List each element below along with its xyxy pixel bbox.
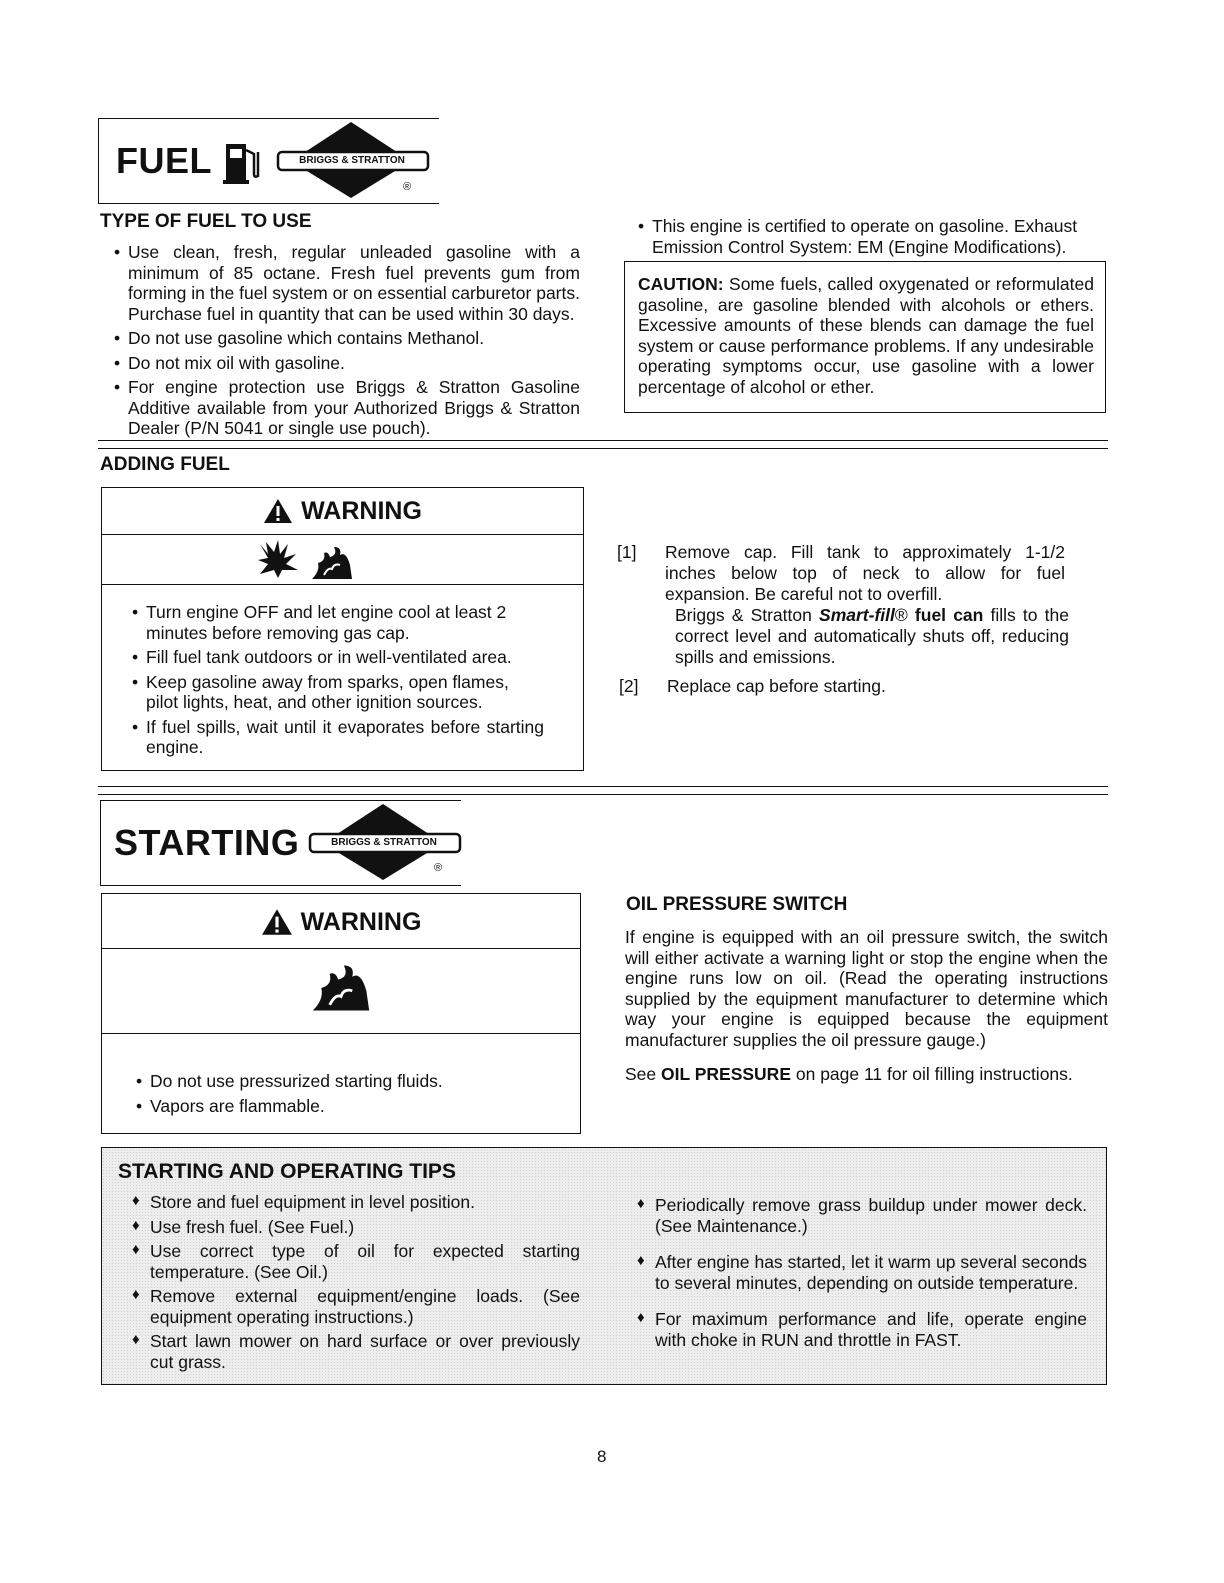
list-item: ♦ Remove external equipment/engine loads. (See equipment operating instructions.) (128, 1286, 580, 1327)
caution-label: CAUTION: (638, 274, 724, 294)
adding-fuel-warning-header (101, 492, 584, 530)
adding-fuel-step-2 (619, 676, 1071, 697)
starting-logo-registered: ® (434, 862, 443, 874)
list-item: • Turn engine OFF and let engine cool at least 2 minutes before removing gas cap. (124, 602, 544, 643)
warning-label: WARNING (301, 496, 422, 525)
starting-tips-heading: STARTING AND OPERATING TIPS (118, 1160, 456, 1183)
warning-divider (101, 584, 584, 585)
fuel-title: FUEL (116, 140, 212, 181)
list-item: • Do not use pressurized starting fluids. (128, 1071, 548, 1092)
adding-fuel-warning-list (124, 602, 544, 762)
list-item: • Fill fuel tank outdoors or in well-ventilated area. (124, 647, 544, 668)
fire-icon (310, 962, 372, 1014)
list-item: • Use clean, fresh, regular unleaded gasoline with a minimum of 85 octane. Fresh fuel prevents gum from forming in the fuel system or on essential carburetor parts. Purchase fuel in quantity that can be used within 30 days. (106, 242, 580, 324)
adding-fuel-heading: ADDING FUEL (100, 454, 230, 475)
warning-triangle-icon (261, 908, 293, 936)
tips-left-list (128, 1192, 580, 1376)
starting-warning-header (101, 902, 581, 942)
tips-right-list (633, 1195, 1087, 1354)
list-item: • Keep gasoline away from sparks, open flames, pilot lights, heat, and other ignition sources. (124, 672, 544, 713)
warning-divider (101, 534, 584, 535)
list-item: • If fuel spills, wait until it evaporates before starting engine. (124, 717, 544, 758)
list-item: ♦ Store and fuel equipment in level position. (128, 1192, 580, 1213)
oil-pressure-reference: See OIL PRESSURE on page 11 for oil filling instructions. (625, 1064, 1073, 1084)
oil-pressure-heading: OIL PRESSURE SWITCH (626, 894, 848, 915)
section-divider (98, 440, 1108, 441)
list-item: ♦ Periodically remove grass buildup under mower deck. (See Maintenance.) (633, 1195, 1087, 1236)
certification-note (630, 216, 1110, 261)
starting-warning-list (128, 1071, 548, 1120)
list-item: ♦ After engine has started, let it warm up several seconds to several minutes, depending on outside temperature. (633, 1252, 1087, 1293)
type-of-fuel-list (106, 242, 580, 443)
list-item: • Vapors are flammable. (128, 1096, 548, 1117)
list-item: • Do not mix oil with gasoline. (106, 353, 580, 374)
adding-fuel-step-1 (617, 542, 1069, 668)
step-number: [1] (617, 542, 637, 562)
starting-title: STARTING (114, 822, 300, 863)
step-brand-text: Briggs & Stratton Smart-fill® fuel can fills to the correct level and automatically shuts off, reducing spills and emissions. (675, 605, 1069, 667)
list-item: ♦ Use correct type of oil for expected starting temperature. (See Oil.) (128, 1241, 580, 1282)
list-item: • For engine protection use Briggs & Stratton Gasoline Additive available from your Authorized Briggs & Stratton Dealer (P/N 5041 or single use pouch). (106, 377, 580, 439)
section-divider (98, 794, 1108, 795)
list-item: • This engine is certified to operate on gasoline. Exhaust Emission Control System: EM (Engine Modifications). (630, 216, 1110, 257)
page-number: 8 (597, 1447, 607, 1466)
section-divider (98, 786, 1108, 787)
fuel-logo-text: BRIGGS & STRATTON (299, 155, 405, 166)
warning-triangle-icon (263, 498, 293, 524)
warning-divider (101, 1033, 581, 1034)
section-divider (98, 448, 1108, 449)
step-text: Remove cap. Fill tank to approximately 1-1/2 inches below top of neck to allow for fuel expansion. Be careful not to overfill. (665, 542, 1065, 604)
list-item: • Do not use gasoline which contains Methanol. (106, 328, 580, 349)
fire-icon (310, 545, 354, 581)
caution-text: Some fuels, called oxygenated or reformulated gasoline, are gasoline blended with alcohols or ethers. Excessive amounts of these blends can damage the fuel system or cause performance problems. If any undesirable operating symptoms occur, use gasoline with a lower percentage of alcohol or ether. (638, 274, 1094, 397)
fuel-pump-icon (222, 140, 264, 186)
step-number: [2] (619, 676, 639, 696)
fuel-logo-registered: ® (403, 181, 412, 193)
warning-divider (101, 948, 581, 949)
warning-label: WARNING (300, 907, 422, 936)
type-of-fuel-heading: TYPE OF FUEL TO USE (100, 211, 312, 232)
caution-box (624, 261, 1106, 413)
explosion-icon (256, 540, 300, 580)
oil-pressure-paragraph: If engine is equipped with an oil pressure switch, the switch will either activate a warning light or stop the engine when the engine runs low on oil. (Read the operating instructions supplied by the equipment manufacturer to determine which way your engine is equipped because the equipment manufacturer supplies the oil pressure gauge.) (625, 927, 1108, 1050)
starting-logo-text: BRIGGS & STRATTON (331, 837, 437, 848)
list-item: ♦ Use fresh fuel. (See Fuel.) (128, 1217, 580, 1238)
list-item: ♦ Start lawn mower on hard surface or over previously cut grass. (128, 1331, 580, 1372)
step-text: Replace cap before starting. (667, 676, 886, 696)
list-item: ♦ For maximum performance and life, operate engine with choke in RUN and throttle in FAST. (633, 1309, 1087, 1350)
